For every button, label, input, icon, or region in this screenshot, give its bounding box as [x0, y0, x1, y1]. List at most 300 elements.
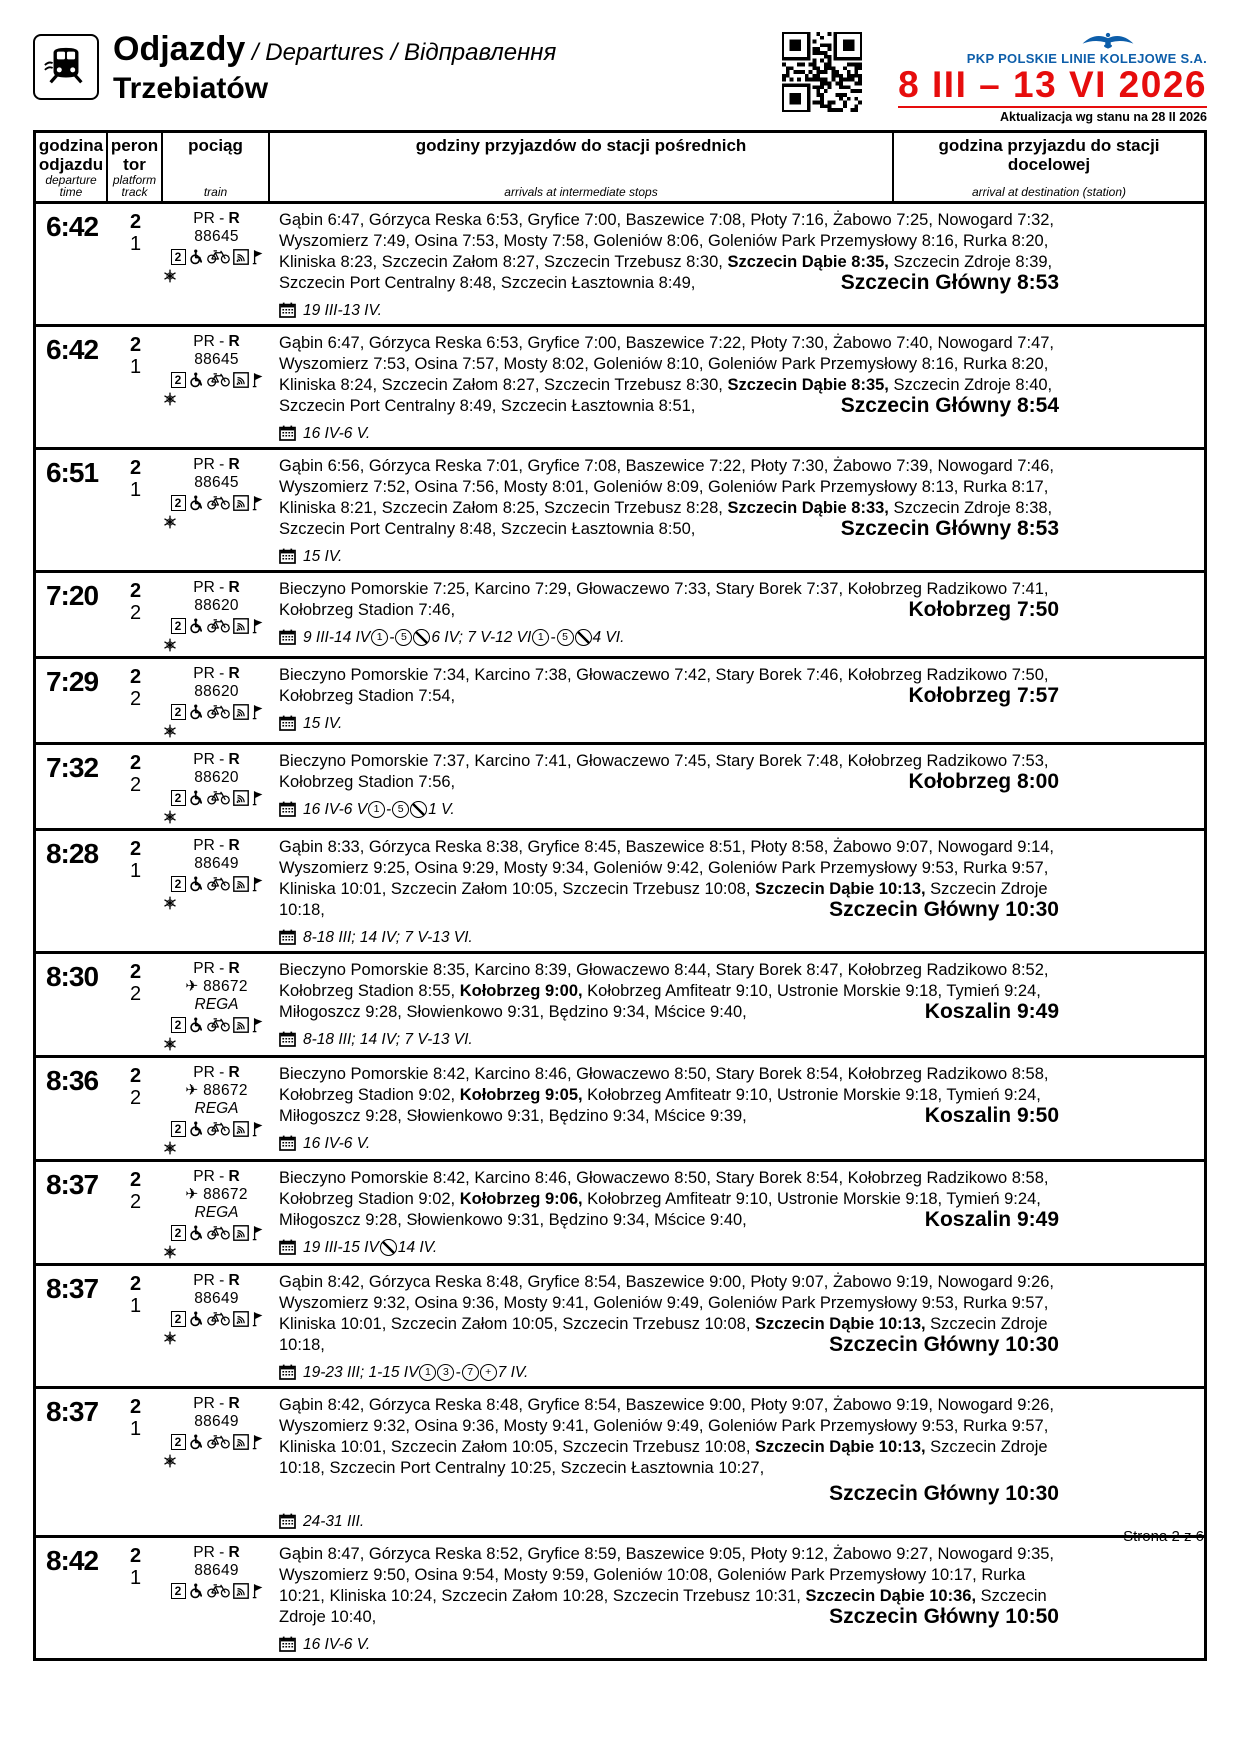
track-number: 2	[129, 773, 142, 796]
platform-track-cell	[108, 1271, 163, 1383]
bicycle-icon	[207, 1311, 230, 1326]
timetable-row	[36, 659, 1204, 745]
track-number: 2	[129, 601, 142, 624]
second-class-icon: 2	[171, 790, 186, 806]
train-amenity-icons	[163, 1016, 270, 1034]
title-odjazdy: Odjazdy	[113, 30, 246, 68]
stop-list-segment: Gąbin 6:56, Górzyca Reska 7:01, Gryfice 7:08, Baszewice 7:22, Płoty 7:30, Żabowo 7:39, Nowogard 7:46, Wyszomierz 7:52, Osina 7:56, Mosty 8:01, Goleniów 8:09, Goleniów Park Przemysłowy 8:13, Rurka 8:17, Kliniska 8:21, Szczecin Załom 8:25, Szczecin Trzebusz 8:28,	[279, 456, 1055, 517]
stop-highlight: Szczecin Dąbie 8:35,	[727, 375, 889, 394]
train-cell	[163, 1167, 270, 1260]
stops-cell	[270, 664, 1204, 739]
calendar-icon	[279, 1239, 296, 1255]
stop-list-segment: Szczecin Zdroje 8:39, Szczecin Port Centralny 8:48, Szczecin Łasztownia 8:49,	[279, 252, 1053, 292]
flag-icon	[252, 876, 263, 892]
train-name: REGA	[194, 995, 239, 1013]
calendar-icon	[279, 548, 296, 564]
wheelchair-icon	[189, 618, 204, 634]
bicycle-icon	[207, 1434, 230, 1449]
flag-icon	[252, 1017, 263, 1033]
service-dates-note	[279, 1362, 1059, 1383]
stop-highlight: Szczecin Dąbie 10:13,	[755, 879, 926, 898]
stop-list-segment: Kołobrzeg Amfiteatr 9:10, Ustronie Morskie 9:18, Tymień 9:24, Miłogoszcz 9:28, Słowienkowo 9:31, Będzino 9:34, Mścice 9:40,	[279, 981, 1041, 1021]
page-header	[0, 0, 1240, 124]
train-amenity-icons	[163, 875, 270, 893]
platform-number: 2	[129, 960, 142, 983]
service-dates-note	[279, 300, 1059, 321]
train-operator: PR - R	[193, 1543, 240, 1561]
train-cell	[163, 959, 270, 1052]
snowflake-icon	[163, 1331, 177, 1345]
air-conditioning-icon	[163, 724, 270, 739]
second-class-icon: 2	[171, 618, 186, 634]
holidays-symbol: +	[480, 1364, 497, 1381]
bicycle-icon	[207, 1583, 230, 1598]
train-amenity-icons	[163, 1224, 270, 1242]
timetable-body	[36, 204, 1204, 1658]
flag-icon	[252, 1311, 263, 1327]
train-front-icon	[43, 44, 89, 90]
track-number: 2	[129, 687, 142, 710]
train-operator: PR - R	[193, 455, 240, 473]
circled-day-1: 1	[371, 629, 388, 646]
col-header-destination: godzina przyjazdu do stacji docelowej arrival at destination (station)	[938, 135, 1160, 199]
stops-cell	[270, 750, 1204, 825]
wheelchair-icon	[189, 1225, 204, 1241]
departure-time: 6:42	[45, 210, 99, 242]
circled-day-5: 5	[395, 629, 412, 646]
wifi-icon	[233, 1583, 249, 1599]
service-dates-note	[279, 1634, 1059, 1655]
departure-time: 8:37	[45, 1395, 99, 1427]
timetable-row	[36, 954, 1204, 1058]
except-symbol	[380, 1239, 397, 1256]
wheelchair-icon	[189, 876, 204, 892]
col-header-train: pociąg train	[163, 133, 270, 201]
table-header	[36, 133, 1204, 204]
wheelchair-icon	[189, 1583, 204, 1599]
destination-arrival: Kołobrzeg 7:57	[908, 683, 1059, 707]
train-amenity-icons	[163, 494, 270, 512]
circled-day-1: 1	[368, 801, 385, 818]
wifi-icon	[233, 1225, 249, 1241]
platform-number: 2	[129, 665, 142, 688]
train-amenity-icons	[163, 1310, 270, 1328]
train-cell	[163, 455, 270, 567]
train-amenity-icons	[163, 1433, 270, 1451]
stop-list-segment: Szczecin Zdroje 8:40, Szczecin Port Centralny 8:49, Szczecin Łasztownia 8:51,	[279, 375, 1053, 415]
platform-number: 2	[129, 837, 142, 860]
note-text: 16 IV-6 V.	[303, 424, 371, 442]
wifi-icon	[233, 1311, 249, 1327]
destination-arrival: Szczecin Główny 10:30	[829, 1481, 1059, 1505]
note-text: 9 III-14 IV 1 - 5 6 IV; 7 V-12 VI 1 - 5 4 VI.	[303, 628, 625, 646]
air-conditioning-icon	[163, 1245, 270, 1260]
stops-cell	[270, 1543, 1204, 1655]
service-dates-note	[279, 627, 1059, 648]
snowflake-icon	[163, 392, 177, 406]
train-number: ✈ 88672	[185, 977, 248, 995]
stops-cell	[270, 1271, 1204, 1383]
pkp-eagle-logo-icon	[1079, 30, 1137, 50]
wifi-icon	[233, 1017, 249, 1033]
platform-track-cell	[108, 750, 163, 825]
train-amenity-icons	[163, 1582, 270, 1600]
train-operator: PR - R	[193, 578, 240, 596]
second-class-icon: 2	[171, 249, 186, 265]
stop-list-segment: Bieczyno Pomorskie 8:42, Karcino 8:46, Głowaczewo 8:50, Stary Borek 8:54, Kołobrzeg Radzikowo 8:58, Kołobrzeg Stadion 9:02,	[279, 1064, 1049, 1104]
train-amenity-icons	[163, 789, 270, 807]
flag-icon	[252, 790, 263, 806]
train-amenity-icons	[163, 1120, 270, 1138]
timetable-row	[36, 573, 1204, 659]
air-conditioning-icon	[163, 810, 270, 825]
stop-list-segment: Bieczyno Pomorskie 7:37, Karcino 7:41, Głowaczewo 7:45, Stary Borek 7:48, Kołobrzeg Radzikowo 7:53, Kołobrzeg Stadion 7:56,	[279, 751, 1049, 791]
departure-time: 8:37	[45, 1272, 99, 1304]
train-cell	[163, 209, 270, 321]
wheelchair-icon	[189, 372, 204, 388]
wheelchair-icon	[189, 1434, 204, 1450]
timetable-row	[36, 745, 1204, 831]
destination-arrival: Szczecin Główny 8:53	[840, 516, 1059, 540]
timetable-row	[36, 1389, 1204, 1538]
second-class-icon: 2	[171, 1434, 186, 1450]
stop-list-segment: Szczecin Zdroje 10:40,	[279, 1586, 1047, 1626]
stops-cell	[270, 836, 1204, 948]
second-class-icon: 2	[171, 1121, 186, 1137]
snowflake-icon	[163, 896, 177, 910]
calendar-icon	[279, 1513, 296, 1529]
wheelchair-icon	[189, 790, 204, 806]
airplane-icon: ✈	[185, 1081, 204, 1099]
second-class-icon: 2	[171, 1225, 186, 1241]
service-dates-note	[279, 1133, 1059, 1154]
air-conditioning-icon	[163, 269, 270, 284]
platform-number: 2	[129, 1064, 142, 1087]
circled-day-1: 1	[532, 629, 549, 646]
note-text: 15 IV.	[303, 714, 343, 732]
wheelchair-icon	[189, 1311, 204, 1327]
departure-time: 6:51	[45, 456, 99, 488]
stop-list-segment: Szczecin Zdroje 10:18,	[279, 879, 1048, 919]
except-symbol	[575, 629, 592, 646]
platform-number: 2	[129, 456, 142, 479]
stop-highlight: Szczecin Dąbie 10:13,	[755, 1437, 926, 1456]
train-operator: PR - R	[193, 836, 240, 854]
stop-highlight: Kołobrzeg 9:05,	[459, 1085, 583, 1104]
platform-track-cell	[108, 836, 163, 948]
note-text: 19 III-13 IV.	[303, 301, 382, 319]
title-translations: / Departures / Відправлення	[245, 39, 557, 66]
stops-cell	[270, 1167, 1204, 1260]
calendar-icon	[279, 1364, 296, 1380]
circled-day-1: 1	[419, 1364, 436, 1381]
second-class-icon: 2	[171, 876, 186, 892]
stop-list-segment: Gąbin 8:42, Górzyca Reska 8:48, Gryfice 8:54, Baszewice 9:00, Płoty 9:07, Żabowo 9:19, Nowogard 9:26, Wyszomierz 9:32, Osina 9:36, Mosty 9:41, Goleniów 9:49, Goleniów Park Przemysłowy 9:53, Rurka 9:57, Kliniska 10:01, Szczecin Załom 10:05, Szczecin Trzebusz 10:08,	[279, 1395, 1055, 1456]
destination-arrival: Koszalin 9:49	[924, 999, 1059, 1023]
flag-icon	[252, 495, 263, 511]
timetable-row	[36, 1058, 1204, 1162]
wheelchair-icon	[189, 1121, 204, 1137]
train-number: ✈ 88672	[185, 1081, 248, 1099]
platform-track-cell	[108, 664, 163, 739]
note-text: 19-23 III; 1-15 IV 1 3 - 7 + 7 IV.	[303, 1363, 529, 1381]
air-conditioning-icon	[163, 896, 270, 911]
destination-arrival: Kołobrzeg 8:00	[908, 769, 1059, 793]
destination-arrival: Koszalin 9:49	[924, 1207, 1059, 1231]
platform-track-cell	[108, 959, 163, 1052]
train-operator: PR - R	[193, 1167, 240, 1185]
service-dates-note	[279, 1511, 1059, 1532]
stop-highlight: Szczecin Dąbie 10:36,	[805, 1586, 977, 1605]
service-dates-note	[279, 546, 1059, 567]
timetable-row	[36, 1538, 1204, 1658]
train-number: ✈ 88672	[185, 1185, 248, 1203]
stops-cell	[270, 332, 1204, 444]
stop-list-segment: Bieczyno Pomorskie 8:35, Karcino 8:39, Głowaczewo 8:44, Stary Borek 8:47, Kołobrzeg Radzikowo 8:52, Kołobrzeg Stadion 8:55,	[279, 960, 1049, 1000]
bicycle-icon	[207, 495, 230, 510]
platform-track-cell	[108, 1394, 163, 1532]
service-dates-note	[279, 713, 1059, 734]
train-cell	[163, 1271, 270, 1383]
note-text: 8-18 III; 14 IV; 7 V-13 VI.	[303, 1030, 473, 1048]
destination-arrival: Kołobrzeg 7:50	[908, 597, 1059, 621]
stop-list-segment: Kołobrzeg Amfiteatr 9:10, Ustronie Morskie 9:18, Tymień 9:24, Miłogoszcz 9:28, Słowienkowo 9:31, Będzino 9:34, Mścice 9:40,	[279, 1189, 1041, 1229]
stops-cell	[270, 959, 1204, 1052]
snowflake-icon	[163, 1037, 177, 1051]
platform-track-cell	[108, 578, 163, 653]
platform-number: 2	[129, 579, 142, 602]
update-status: Aktualizacja wg stanu na 28 II 2026	[999, 109, 1207, 124]
flag-icon	[252, 372, 263, 388]
track-number: 2	[129, 1190, 142, 1213]
train-amenity-icons	[163, 248, 270, 266]
col-header-departure-time: godzina odjazdu departure time	[36, 133, 108, 201]
track-number: 2	[129, 1086, 142, 1109]
destination-arrival: Szczecin Główny 10:50	[829, 1604, 1059, 1628]
stop-list-segment: Bieczyno Pomorskie 7:25, Karcino 7:29, Głowaczewo 7:33, Stary Borek 7:37, Kołobrzeg Radzikowo 7:41, Kołobrzeg Stadion 7:46,	[279, 579, 1049, 619]
train-logo-icon	[33, 34, 99, 100]
train-operator: PR - R	[193, 1394, 240, 1412]
circled-day-3: 3	[437, 1364, 454, 1381]
train-cell	[163, 664, 270, 739]
second-class-icon: 2	[171, 372, 186, 388]
timetable-row	[36, 327, 1204, 450]
service-dates-note	[279, 1237, 1059, 1258]
air-conditioning-icon	[163, 1037, 270, 1052]
train-cell	[163, 1063, 270, 1156]
snowflake-icon	[163, 724, 177, 738]
note-text: 24-31 III.	[303, 1512, 365, 1530]
train-amenity-icons	[163, 617, 270, 635]
col-header-platform-track: peron tor platform track	[108, 133, 163, 201]
bicycle-icon	[207, 1121, 230, 1136]
bicycle-icon	[207, 790, 230, 805]
train-number: 88649	[194, 854, 239, 872]
stop-highlight: Kołobrzeg 9:00,	[459, 981, 583, 1000]
note-text: 8-18 III; 14 IV; 7 V-13 VI.	[303, 928, 473, 946]
note-text: 15 IV.	[303, 547, 343, 565]
circled-day-5: 5	[392, 801, 409, 818]
station-name: Trzebiatów	[113, 72, 269, 106]
second-class-icon: 2	[171, 1583, 186, 1599]
departure-time: 8:42	[45, 1544, 99, 1576]
snowflake-icon	[163, 638, 177, 652]
stops-cell	[270, 209, 1204, 321]
flag-icon	[252, 1121, 263, 1137]
track-number: 1	[129, 859, 142, 882]
train-cell	[163, 750, 270, 825]
train-operator: PR - R	[193, 1063, 240, 1081]
wheelchair-icon	[189, 1017, 204, 1033]
bicycle-icon	[207, 372, 230, 387]
destination-arrival: Szczecin Główny 8:54	[840, 393, 1059, 417]
train-cell	[163, 836, 270, 948]
bicycle-icon	[207, 1225, 230, 1240]
calendar-icon	[279, 1135, 296, 1151]
calendar-icon	[279, 715, 296, 731]
bicycle-icon	[207, 249, 230, 264]
platform-number: 2	[129, 1544, 142, 1567]
stop-list-segment: Gąbin 8:42, Górzyca Reska 8:48, Gryfice 8:54, Baszewice 9:00, Płoty 9:07, Żabowo 9:19, Nowogard 9:26, Wyszomierz 9:32, Osina 9:36, Mosty 9:41, Goleniów 9:49, Goleniów Park Przemysłowy 9:53, Rurka 9:57, Kliniska 10:01, Szczecin Załom 10:05, Szczecin Trzebusz 10:08,	[279, 1272, 1055, 1333]
wifi-icon	[233, 704, 249, 720]
departure-time: 8:36	[45, 1064, 99, 1096]
flag-icon	[252, 1225, 263, 1241]
snowflake-icon	[163, 1141, 177, 1155]
calendar-icon	[279, 1031, 296, 1047]
stop-list-segment: Gąbin 6:47, Górzyca Reska 6:53, Gryfice 7:00, Baszewice 7:08, Płoty 7:16, Żabowo 7:25, Nowogard 7:32, Wyszomierz 7:49, Osina 7:53, Mosty 7:58, Goleniów 8:06, Goleniów Park Przemysłowy 8:16, Rurka 8:20, Kliniska 8:23, Szczecin Załom 8:27, Szczecin Trzebusz 8:30,	[279, 210, 1055, 271]
circled-day-7: 7	[462, 1364, 479, 1381]
platform-track-cell	[108, 455, 163, 567]
qr-code	[782, 32, 862, 112]
train-number: 88649	[194, 1289, 239, 1307]
calendar-icon	[279, 1636, 296, 1652]
train-operator: PR - R	[193, 332, 240, 350]
stop-list-segment: Bieczyno Pomorskie 7:34, Karcino 7:38, Głowaczewo 7:42, Stary Borek 7:46, Kołobrzeg Radzikowo 7:50, Kołobrzeg Stadion 7:54,	[279, 665, 1049, 705]
stop-list-segment: Bieczyno Pomorskie 8:42, Karcino 8:46, Głowaczewo 8:50, Stary Borek 8:54, Kołobrzeg Radzikowo 8:58, Kołobrzeg Stadion 9:02,	[279, 1168, 1049, 1208]
flag-icon	[252, 249, 263, 265]
departure-time: 7:29	[45, 665, 99, 697]
destination-arrival: Szczecin Główny 10:30	[829, 1332, 1059, 1356]
note-text: 16 IV-6 V.	[303, 1635, 371, 1653]
air-conditioning-icon	[163, 1331, 270, 1346]
train-cell	[163, 332, 270, 444]
wheelchair-icon	[189, 249, 204, 265]
air-conditioning-icon	[163, 638, 270, 653]
stop-highlight: Szczecin Dąbie 8:33,	[727, 498, 889, 517]
snowflake-icon	[163, 269, 177, 283]
wifi-icon	[233, 618, 249, 634]
calendar-icon	[279, 425, 296, 441]
wifi-icon	[233, 1121, 249, 1137]
air-conditioning-icon	[163, 515, 270, 530]
train-number: 88645	[194, 227, 239, 245]
wifi-icon	[233, 495, 249, 511]
departure-time: 8:37	[45, 1168, 99, 1200]
service-dates-note	[279, 1029, 1059, 1050]
destination-arrival: Szczecin Główny 8:53	[840, 270, 1059, 294]
track-number: 1	[129, 478, 142, 501]
timetable-row	[36, 1266, 1204, 1389]
calendar-icon	[279, 629, 296, 645]
calendar-icon	[279, 801, 296, 817]
bicycle-icon	[207, 876, 230, 891]
flag-icon	[252, 704, 263, 720]
air-conditioning-icon	[163, 1454, 270, 1469]
snowflake-icon	[163, 810, 177, 824]
train-cell	[163, 1543, 270, 1655]
timetable-row	[36, 450, 1204, 573]
train-operator: PR - R	[193, 1271, 240, 1289]
wifi-icon	[233, 790, 249, 806]
departure-time: 7:32	[45, 751, 99, 783]
train-operator: PR - R	[193, 209, 240, 227]
train-number: 88649	[194, 1561, 239, 1579]
wheelchair-icon	[189, 495, 204, 511]
platform-number: 2	[129, 1395, 142, 1418]
air-conditioning-icon	[163, 392, 270, 407]
intermediate-stops	[279, 1395, 1059, 1479]
platform-number: 2	[129, 210, 142, 233]
train-operator: PR - R	[193, 664, 240, 682]
stops-cell	[270, 1394, 1204, 1532]
stop-list-segment: Kołobrzeg Amfiteatr 9:10, Ustronie Morskie 9:18, Tymień 9:24, Miłogoszcz 9:28, Słowienkowo 9:31, Będzino 9:34, Mścice 9:39,	[279, 1085, 1041, 1125]
platform-track-cell	[108, 209, 163, 321]
col-header-intermediate-stops: godziny przyjazdów do stacji pośrednich arrivals at intermediate stops	[270, 133, 894, 201]
circled-day-5: 5	[557, 629, 574, 646]
stop-list-segment: Szczecin Zdroje 8:38, Szczecin Port Centralny 8:48, Szczecin Łasztownia 8:50,	[279, 498, 1053, 538]
second-class-icon: 2	[171, 1311, 186, 1327]
platform-track-cell	[108, 1167, 163, 1260]
train-name: REGA	[194, 1203, 239, 1221]
calendar-icon	[279, 302, 296, 318]
departure-time: 7:20	[45, 579, 99, 611]
service-dates-note	[279, 927, 1059, 948]
wifi-icon	[233, 876, 249, 892]
track-number: 1	[129, 1566, 142, 1589]
pkp-brand-text: PKP POLSKIE LINIE KOLEJOWE S.A.	[966, 51, 1207, 66]
train-number: 88620	[194, 596, 239, 614]
wifi-icon	[233, 1434, 249, 1450]
note-text: 19 III-15 IV 14 IV.	[303, 1238, 438, 1256]
validity-period: 8 III – 13 VI 2026	[898, 66, 1207, 108]
platform-number: 2	[129, 333, 142, 356]
track-number: 1	[129, 232, 142, 255]
departures-table	[33, 130, 1207, 1661]
departure-time: 8:30	[45, 960, 99, 992]
departure-time: 8:28	[45, 837, 99, 869]
platform-number: 2	[129, 1168, 142, 1191]
stop-list-segment: Gąbin 6:47, Górzyca Reska 6:53, Gryfice 7:00, Baszewice 7:22, Płoty 7:30, Żabowo 7:40, Nowogard 7:47, Wyszomierz 7:53, Osina 7:57, Mosty 8:02, Goleniów 8:10, Goleniów Park Przemysłowy 8:16, Rurka 8:20, Kliniska 8:24, Szczecin Załom 8:27, Szczecin Trzebusz 8:30,	[279, 333, 1055, 394]
train-amenity-icons	[163, 703, 270, 721]
train-name: REGA	[194, 1099, 239, 1117]
timetable-row	[36, 1162, 1204, 1266]
snowflake-icon	[163, 1454, 177, 1468]
note-text: 16 IV-6 V 1 - 5 1 V.	[303, 800, 455, 818]
train-operator: PR - R	[193, 750, 240, 768]
except-symbol	[413, 629, 430, 646]
train-number: 88645	[194, 350, 239, 368]
except-symbol	[410, 801, 427, 818]
train-number: 88620	[194, 682, 239, 700]
stop-highlight: Szczecin Dąbie 8:35,	[727, 252, 889, 271]
second-class-icon: 2	[171, 495, 186, 511]
stop-highlight: Szczecin Dąbie 10:13,	[755, 1314, 926, 1333]
train-cell	[163, 1394, 270, 1532]
stop-list-segment: Gąbin 8:33, Górzyca Reska 8:38, Gryfice 8:45, Baszewice 8:51, Płoty 8:58, Żabowo 9:07, Nowogard 9:14, Wyszomierz 9:25, Osina 9:29, Mosty 9:34, Goleniów 9:42, Goleniów Park Przemysłowy 9:53, Rurka 9:57, Kliniska 10:01, Szczecin Załom 10:05, Szczecin Trzebusz 10:08,	[279, 837, 1055, 898]
departure-time: 6:42	[45, 333, 99, 365]
bicycle-icon	[207, 1017, 230, 1032]
platform-track-cell	[108, 1543, 163, 1655]
